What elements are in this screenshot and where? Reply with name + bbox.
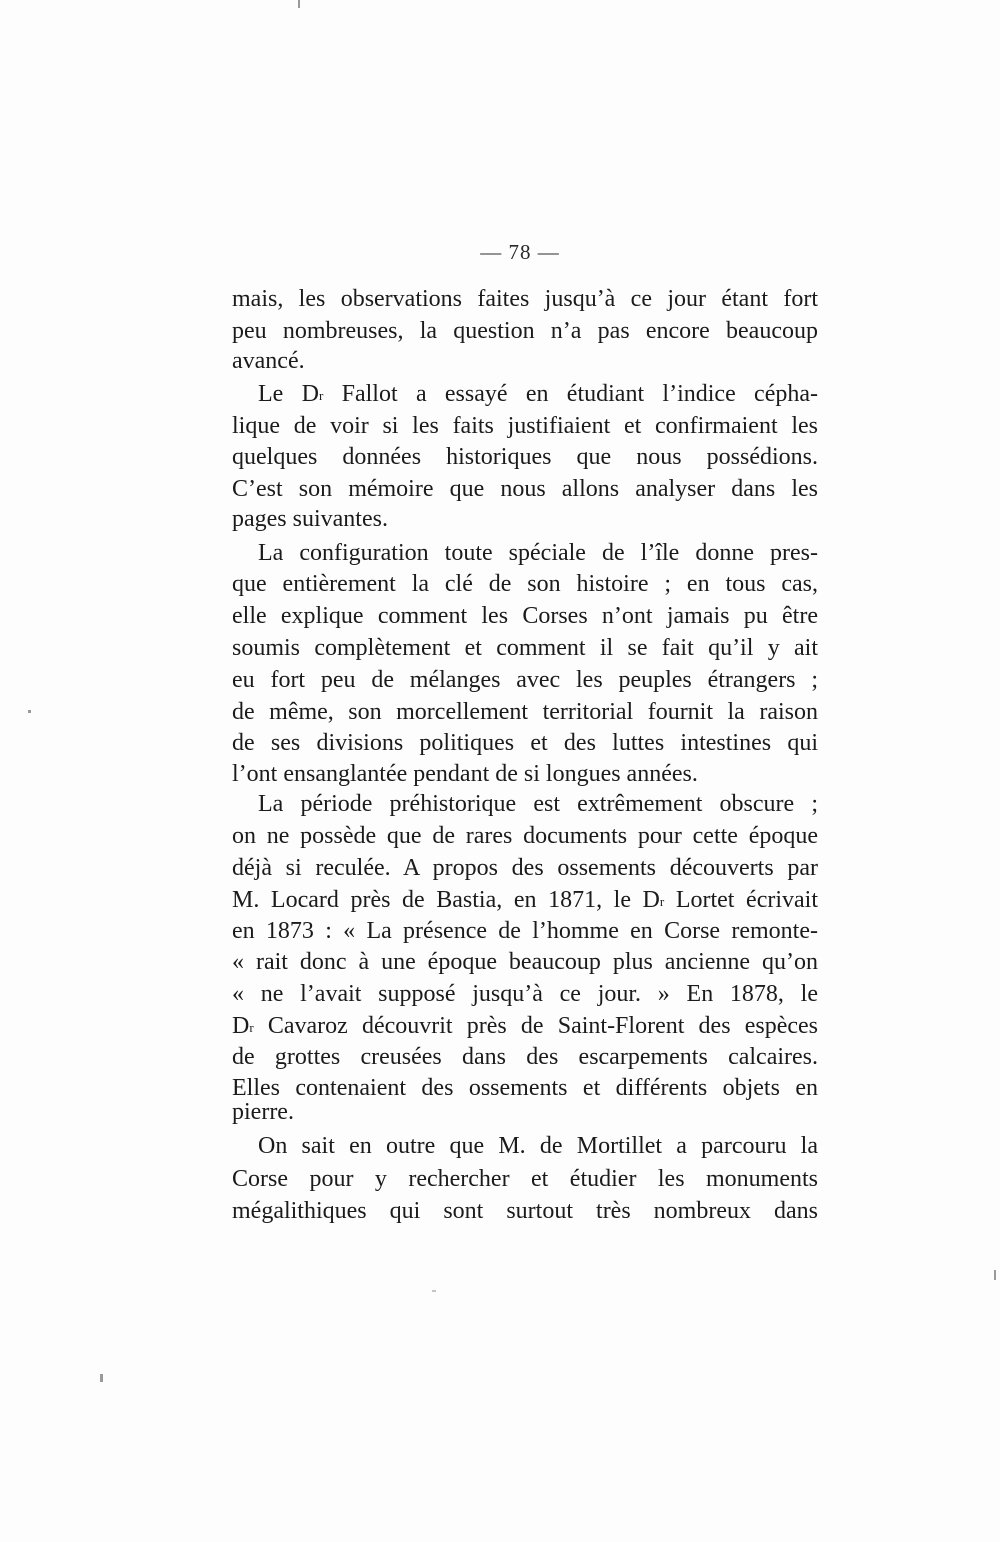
scan-speck	[432, 1290, 436, 1292]
text-line: La configuration toute spéciale de l’île donne pres-	[258, 540, 818, 566]
text-line: Corse pour y rechercher et étudier les monuments	[232, 1166, 818, 1192]
text-line: de même, son morcellement territorial fournit la raison	[232, 699, 818, 725]
page-number: — 78 —	[480, 240, 560, 264]
text-line: peu nombreuses, la question n’a pas encore beaucoup	[232, 318, 818, 344]
text-line: pages suivantes.	[232, 506, 388, 532]
scan-speck	[994, 1270, 996, 1280]
text-line: déjà si reculée. A propos des ossements découverts par	[232, 855, 818, 881]
text-line: quelques données historiques que nous possédions.	[232, 444, 818, 470]
text-line: Le $D^r$ Fallot a essayé en étudiant l’indice cépha-	[258, 381, 818, 407]
text-line: « ne l’avait supposé jusqu’à ce jour. » En 1878, le	[232, 981, 818, 1007]
text-line: pierre.	[232, 1099, 294, 1125]
text-line: de ses divisions politiques et des luttes intestines qui	[232, 730, 818, 756]
scan-speck	[298, 0, 300, 8]
text-line: que entièrement la clé de son histoire ; en tous cas,	[232, 571, 818, 597]
text-line: $D^r$ Cavaroz découvrit près de Saint-Florent des espèces	[232, 1013, 818, 1039]
text-line: Elles contenaient des ossements et différents objets en	[232, 1075, 818, 1101]
text-line: La période préhistorique est extrêmement obscure ;	[258, 791, 818, 817]
text-line: l’ont ensanglantée pendant de si longues années.	[232, 761, 698, 787]
text-line: C’est son mémoire que nous allons analyser dans les	[232, 476, 818, 502]
text-line: soumis complètement et comment il se fait qu’il y ait	[232, 635, 818, 661]
text-line: mais, les observations faites jusqu’à ce jour étant fort	[232, 286, 818, 312]
text-line: mégalithiques qui sont surtout très nombreux dans	[232, 1198, 818, 1224]
text-line: en 1873 : « La présence de l’homme en Corse remonte-	[232, 918, 818, 944]
text-line: lique de voir si les faits justifiaient et confirmaient les	[232, 413, 818, 439]
text-line: elle explique comment les Corses n’ont jamais pu être	[232, 603, 818, 629]
text-line: eu fort peu de mélanges avec les peuples étrangers ;	[232, 667, 818, 693]
text-line: on ne possède que de rares documents pour cette époque	[232, 823, 818, 849]
text-line: « rait donc à une époque beaucoup plus ancienne qu’on	[232, 949, 818, 975]
text-line: On sait en outre que M. de Mortillet a parcouru la	[258, 1133, 818, 1159]
text-line: M. Locard près de Bastia, en 1871, le $D^r$ Lortet écrivait	[232, 887, 818, 913]
text-line: de grottes creusées dans des escarpements calcaires.	[232, 1044, 818, 1070]
text-line: avancé.	[232, 348, 305, 374]
scan-speck	[100, 1374, 103, 1382]
scan-speck	[28, 710, 31, 713]
